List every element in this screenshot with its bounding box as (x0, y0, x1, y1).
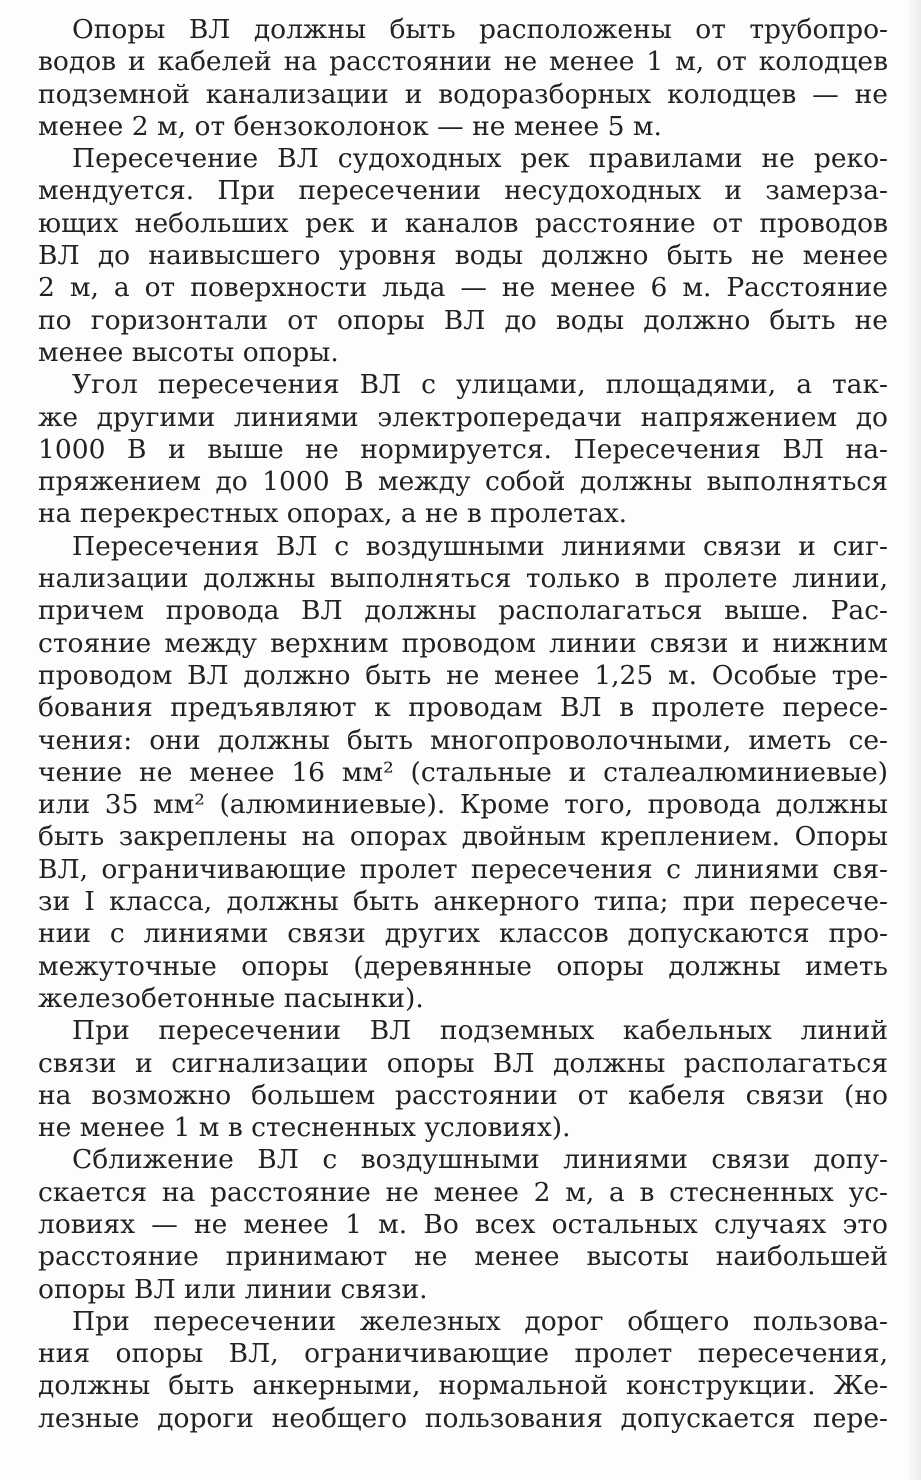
text-line: ВЛ до наивысшего уровня воды должно быть не менее (38, 240, 888, 272)
text-line: менее высоты опоры. (38, 336, 339, 368)
text-line: ния опоры ВЛ, ограничивающие пролет пересечения, (38, 1338, 888, 1370)
text-line: или 35 мм² (алюминиевые). Кроме того, провода должны (38, 789, 888, 821)
text-line: быть закреплены на опорах двойным креплением. Опоры (38, 821, 888, 853)
text-line: должны быть анкерными, нормальной конструкции. Же- (38, 1370, 888, 1402)
text-line: ВЛ, ограничивающие пролет пересечения с линиями свя- (38, 853, 888, 885)
text-line: менее 2 м, от бензоколонок — не менее 5 м. (38, 110, 662, 142)
text-line: железобетонные пасынки). (38, 982, 424, 1014)
paragraph-p3 (38, 369, 888, 530)
paragraph-p4 (38, 531, 888, 1015)
text-line: мендуется. При пересечении несудоходных и замерза- (38, 175, 888, 207)
text-line: бования предъявляют к проводам ВЛ в пролете пересе- (38, 692, 888, 724)
text-line: проводом ВЛ должно быть не менее 1,25 м. Особые тре- (38, 659, 888, 691)
text-line: ющих небольших рек и каналов расстояние от проводов (38, 207, 888, 239)
text-line: расстояние принимают не менее высоты наибольшей (38, 1241, 888, 1273)
text-line: по горизонтали от опоры ВЛ до воды должно быть не (38, 304, 888, 336)
text-line: Пересечение ВЛ судоходных рек правилами не реко- (72, 143, 888, 175)
body-text (38, 14, 888, 1435)
text-line: При пересечении железных дорог общего пользова- (72, 1305, 888, 1337)
text-line: Пересечения ВЛ с воздушными линиями связи и сиг- (72, 530, 888, 562)
text-line: на перекрестных опорах, а не в пролетах. (38, 498, 628, 530)
text-line: связи и сигнализации опоры ВЛ должны располагаться (38, 1047, 888, 1079)
text-line: Сближение ВЛ с воздушными линиями связи допу- (72, 1144, 888, 1176)
text-line: водов и кабелей на расстоянии не менее 1 м, от колодцев (38, 46, 888, 78)
paragraph-p2 (38, 143, 888, 369)
text-line: чения: они должны быть многопроволочными, иметь се- (38, 724, 888, 756)
text-line: скается на расстояние не менее 2 м, а в стесненных ус- (38, 1176, 888, 1208)
text-line: причем провода ВЛ должны располагаться выше. Рас- (38, 595, 888, 627)
paragraph-p7 (38, 1306, 888, 1435)
text-line: пряжением до 1000 В между собой должны выполняться (38, 466, 888, 498)
text-line: опоры ВЛ или линии связи. (38, 1273, 428, 1305)
text-line: не менее 1 м в стесненных условиях). (38, 1112, 571, 1144)
text-line: подземной канализации и водоразборных колодцев — не (38, 78, 888, 110)
text-line: нии с линиями связи других классов допускаются про- (38, 918, 888, 950)
text-line: межуточные опоры (деревянные опоры должны иметь (38, 950, 888, 982)
text-line: 1000 В и выше не нормируется. Пересечения ВЛ на- (38, 433, 888, 465)
text-line: 2 м, а от поверхности льда — не менее 6 м. Расстояние (38, 272, 888, 304)
text-line: При пересечении ВЛ подземных кабельных линий (72, 1015, 888, 1047)
text-line: Опоры ВЛ должны быть расположены от трубопро- (72, 14, 888, 45)
text-line: Угол пересечения ВЛ с улицами, площадями, а так- (72, 369, 888, 401)
text-line: лезные дороги необщего пользования допускается пере- (38, 1402, 888, 1434)
text-line: зи I класса, должны быть анкерного типа; при пересече- (38, 886, 888, 918)
paragraph-p1 (38, 14, 888, 143)
text-line: чение не менее 16 мм² (стальные и сталеалюминиевые) (38, 756, 888, 788)
text-line: ловиях — не менее 1 м. Во всех остальных случаях это (38, 1208, 888, 1240)
text-line: на возможно большем расстоянии от кабеля связи (но (38, 1079, 888, 1111)
paragraph-p6 (38, 1144, 888, 1305)
text-line: же другими линиями электропередачи напряжением до (38, 401, 888, 433)
paragraph-p5 (38, 1015, 888, 1144)
page-edge-shadow (907, 0, 921, 1480)
text-line: стояние между верхним проводом линии связи и нижним (38, 627, 888, 659)
text-line: нализации должны выполняться только в пролете линии, (38, 563, 888, 595)
